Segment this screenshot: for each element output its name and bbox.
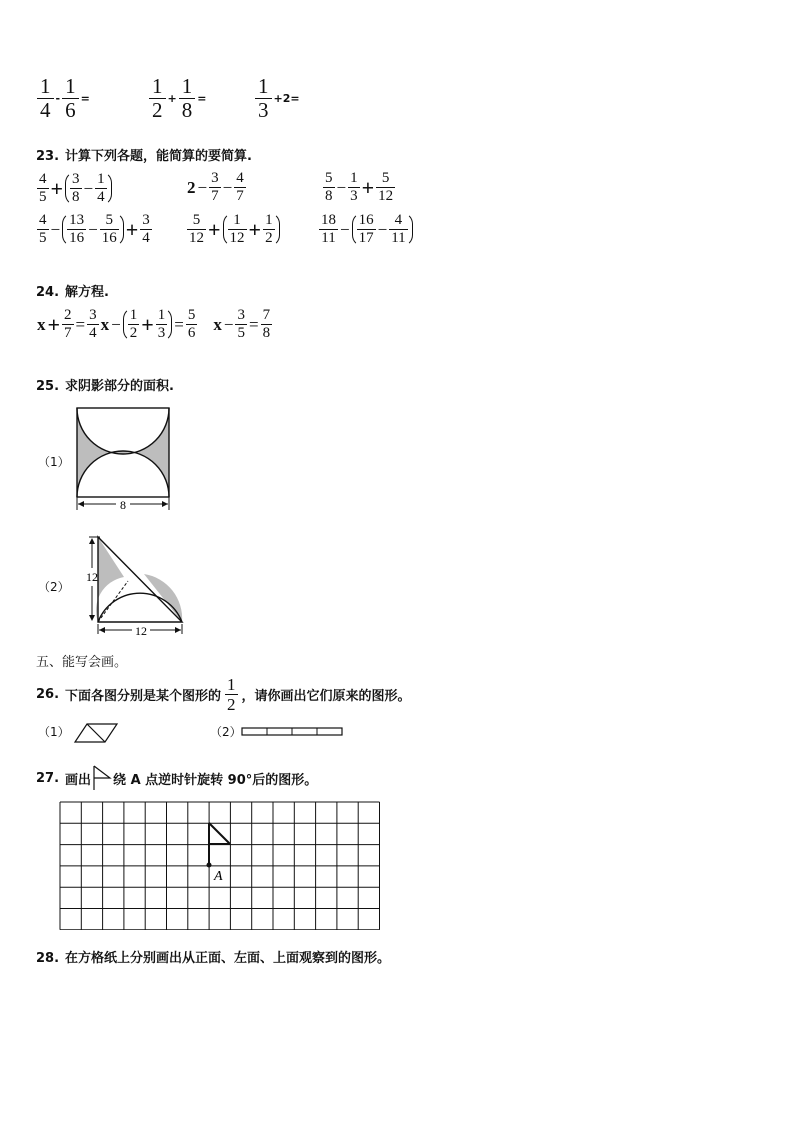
- dimension-label: 8: [120, 498, 126, 512]
- question-26-heading: 26. 下面各图分别是某个图形的 $\frac{1}{2}$ ，请你画出它们原来的图形。: [36, 675, 411, 714]
- q26-strip-figure: [240, 726, 344, 738]
- dimension-label-base: 12: [135, 624, 147, 638]
- top-expression-2: $\frac{1}{2}$ + $\frac{1}{8}$ =: [148, 76, 207, 121]
- q26-figure-1-label: （1）: [38, 725, 70, 739]
- section-5-title: 五、能写会画。: [36, 655, 128, 670]
- dimension-label-height: 12: [86, 570, 98, 584]
- figure-1-square-with-semicircles: [70, 405, 180, 513]
- fraction: $\frac{1}{3}$: [255, 76, 272, 121]
- q23-expression-3: $\frac{5}{8}$ − $\frac{1}{3}$ + $\frac{5}{12}$: [325, 170, 394, 204]
- fraction: $\frac{1}{8}$: [179, 76, 196, 121]
- q23-expression-2: 2 − $\frac{3}{7}$ − $\frac{4}{7}$: [187, 170, 244, 204]
- q23-expression-1: $\frac{4}{5}$ + $\frac{3}{8}$ − $\frac{1}{4}$: [36, 171, 113, 206]
- q24-equations: x + $\frac{2}{7}$ = $\frac{3}{4}$ x − $\frac{1}{2}$ + $\frac{1}{3}$ = $\frac{5}{6}$ x − $\frac{3}{5}$ = $\frac{7}{8}$: [37, 307, 271, 341]
- figure-2-label: （2）: [38, 580, 70, 594]
- question-24-heading: 24. 解方程.: [36, 285, 109, 300]
- shaded-region: [144, 574, 182, 622]
- point-a: [207, 863, 212, 868]
- question-27-heading: 27. 画出 绕 A 点逆时针旋转 90°后的图形。: [36, 765, 317, 791]
- top-expression-3: $\frac{1}{3}$ +2=: [254, 76, 301, 121]
- figure-1-label: （1）: [38, 455, 70, 469]
- q23-expression-5: $\frac{5}{12}$ + $\frac{1}{12}$ + $\frac{1}{2}$: [186, 212, 281, 247]
- question-25-heading: 25. 求阴影部分的面积.: [36, 379, 174, 394]
- fraction: $\frac{1}{4}$: [37, 76, 54, 121]
- question-28-heading: 28. 在方格纸上分别画出从正面、左面、上面观察到的图形。: [36, 951, 391, 966]
- q27-grid: [58, 800, 382, 930]
- q26-parallelogram-figure: [73, 722, 119, 744]
- point-a-label: A: [214, 869, 223, 884]
- flag-shape-icon: [92, 765, 112, 791]
- q23-expression-6: $\frac{18}{11}$ − $\frac{16}{17}$ − $\frac{4}{11}$: [318, 212, 414, 247]
- q23-expression-4: $\frac{4}{5}$ − $\frac{13}{16}$ − $\frac{5}{16}$ + $\frac{3}{4}$: [39, 212, 150, 246]
- shaded-region: [77, 408, 169, 497]
- q26-figure-2-label: （2）: [210, 725, 242, 739]
- figure-2-triangle-with-semicircle: [78, 534, 190, 642]
- question-23-heading: 23. 计算下列各题，能简算的要简算.: [36, 149, 252, 164]
- fraction: $\frac{1}{2}$: [149, 76, 166, 121]
- fraction: $\frac{1}{6}$: [62, 76, 79, 121]
- top-expression-1: $\frac{1}{4}$ - $\frac{1}{6}$ =: [36, 76, 91, 121]
